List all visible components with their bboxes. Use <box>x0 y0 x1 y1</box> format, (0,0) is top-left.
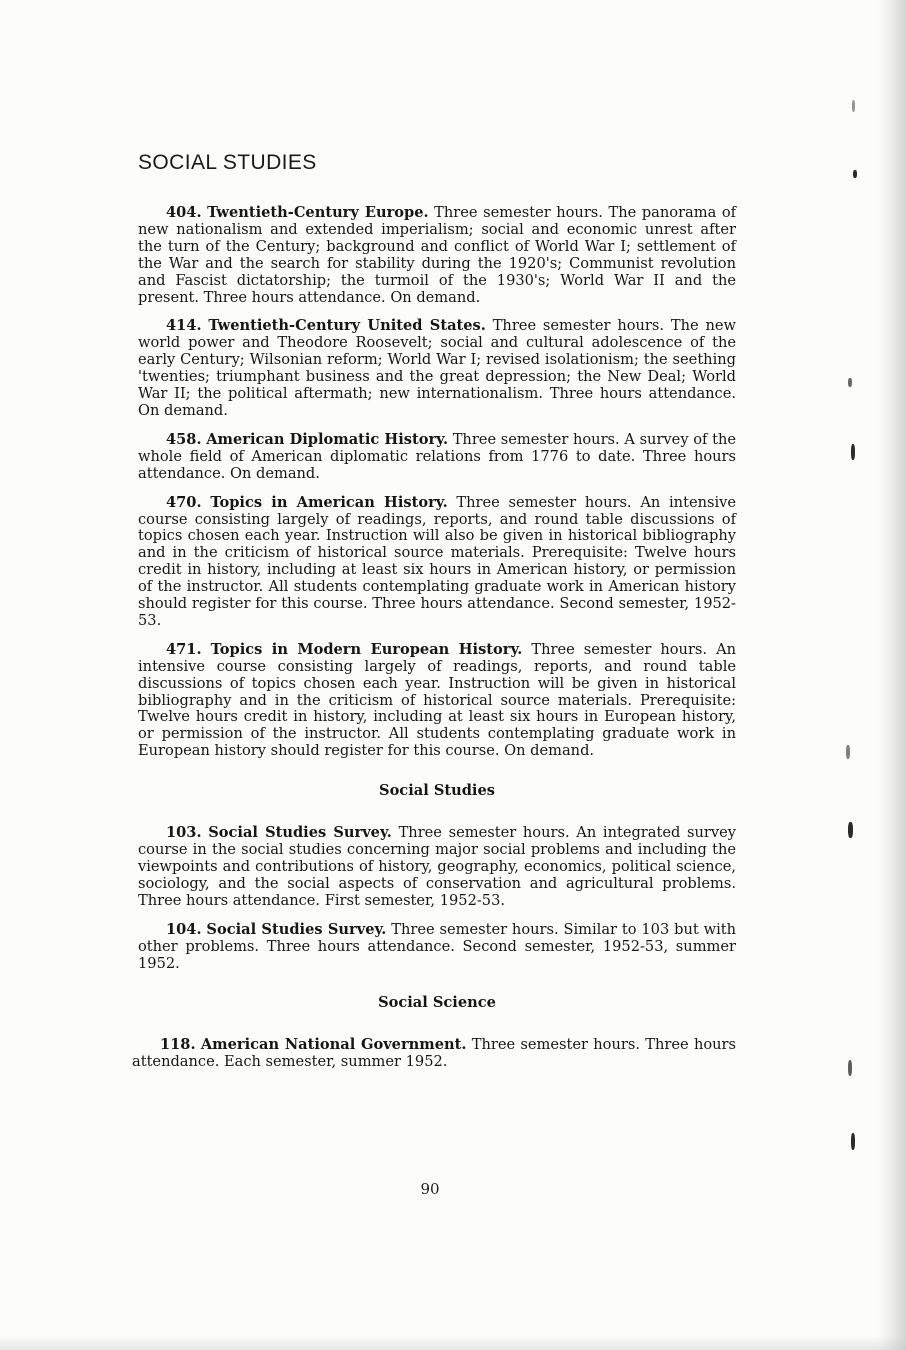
course-description: Three semester hours. Similar to 103 but with other problems. Three hours attendance. Second semester, 1952-53, summer 1952. <box>138 920 737 972</box>
course-title: Social Studies Survey. <box>206 920 387 938</box>
course-entry-414 <box>138 318 736 419</box>
course-number: 414. <box>166 317 202 335</box>
course-number: 104. <box>166 920 202 938</box>
course-number: 470. <box>166 493 202 511</box>
scan-speck <box>853 170 857 178</box>
course-number: 404. <box>166 204 202 221</box>
course-entry-103 <box>138 825 736 910</box>
course-title: Social Studies Survey. <box>208 824 392 842</box>
course-entry-470 <box>138 495 736 630</box>
course-entry-118 <box>132 1037 736 1071</box>
course-description: Three semester hours. An integrated survey course in the social studies concerning major social problems and including the viewpoints and contributions of history, geography, economics, political science, sociology, and the social aspects of conservation and agricultural problems. Three hours attendance. First semester, 1952-53. <box>138 824 737 909</box>
course-number: 471. <box>166 640 202 658</box>
course-title: Twentieth-Century United States. <box>208 317 486 335</box>
course-description: Three semester hours. The panorama of new nationalism and extended imperialism; social and economic unrest after the turn of the Century; background and conflict of World War I; settlement of the War and the search for stability during the 1920's; Communist revolution and Fascist dictatorship; the turmoil of the 1930's; World War II and the present. Three hours attendance. On demand. <box>138 204 737 306</box>
page-number: 90 <box>420 1180 440 1198</box>
course-entry-404 <box>138 205 736 306</box>
course-title: American Diplomatic History. <box>206 430 449 448</box>
course-number: 118. <box>160 1036 196 1054</box>
scan-speck <box>851 444 855 460</box>
course-description: Three semester hours. Three hours attendance. Each semester, summer 1952. <box>132 1036 737 1071</box>
course-title: Topics in Modern European History. <box>210 640 523 658</box>
section-heading-social-science: Social Science <box>378 994 496 1012</box>
course-number: 103. <box>166 824 202 842</box>
section-heading-social-studies: Social Studies <box>379 782 495 800</box>
course-description: Three semester hours. A survey of the whole field of American diplomatic relations from 1776 to date. Three hours attendance. On demand. <box>138 430 736 482</box>
course-number: 458. <box>166 430 202 448</box>
page-header: SOCIAL STUDIES <box>138 151 317 174</box>
scan-speck <box>852 100 855 112</box>
course-description: Three semester hours. The new world power and Theodore Roosevelt; social and cultural adolescence of the early Century; Wilsonian reform; World War I; revised isolationism; the seething 'twenties; triumphant business and the great depression; the New Deal; World War II; the political aftermath; new internationalism. Three hours attendance. On demand. <box>138 317 736 419</box>
scan-speck <box>848 1060 852 1076</box>
course-entry-458 <box>138 432 736 483</box>
course-entry-471 <box>138 642 736 760</box>
course-description: Three semester hours. An intensive course consisting largely of readings, reports, and round table discussions of topics chosen each year. Instruction will also be given in historical bibliography and in the criticism of historical source materials. Prerequisite: Twelve hours credit in history, including at least six hours in American history, or permission of the instructor. All students contemplating graduate work in American history should register for this course. Three hours attendance. Second semester, 1952-53. <box>138 493 737 629</box>
page-bottom-shadow <box>0 1336 906 1350</box>
course-description: Three semester hours. An intensive course consisting largely of readings, reports, and round table discussions of topics chosen each year. Instruction will be given in historical bibliography and in the criticism of historical source materials. Prerequisite: Twelve hours credit in history, including at least six hours in European history, or permission of the instructor. All students contemplating graduate work in European history should register for this course. On demand. <box>138 640 737 760</box>
page-edge-shadow <box>878 0 906 1350</box>
scan-speck <box>848 822 853 838</box>
course-entry-104 <box>138 922 736 973</box>
scan-speck <box>851 1133 855 1150</box>
course-title: Topics in American History. <box>210 493 448 511</box>
course-title: American National Government. <box>200 1036 467 1054</box>
page-content <box>132 204 737 1083</box>
scan-speck <box>848 378 852 387</box>
scan-speck <box>846 745 850 759</box>
course-title: Twentieth-Century Europe. <box>207 204 429 221</box>
